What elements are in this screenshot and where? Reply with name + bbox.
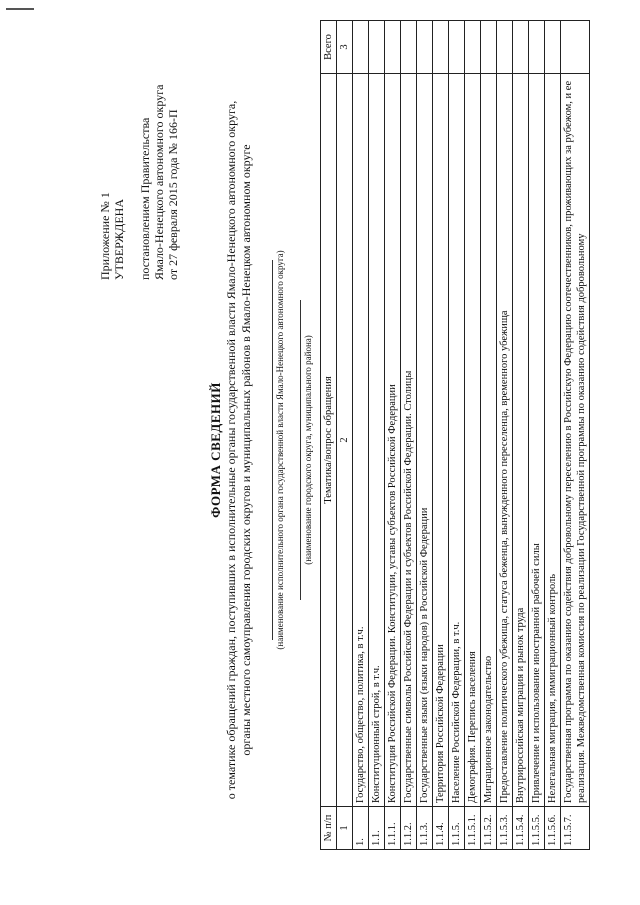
row-topic: Предоставление политического убежища, статуса беженца, вынужденного переселенца, временного убежища [497,74,513,807]
row-total[interactable] [465,21,481,74]
table-row [369,21,385,850]
column-number-2: 2 [337,74,353,807]
table-row [353,21,369,850]
row-total[interactable] [385,21,401,74]
rotated-document [20,20,620,880]
table-row [513,21,529,850]
row-number: 1.1.2. [401,807,417,850]
government-line: Ямало-Ненецкого автономного округа [152,84,166,280]
table-header-row [321,21,337,850]
appendix-label: Приложение № 1 [98,192,112,280]
form-subtitle [224,30,254,870]
row-topic: Государство, общество, политика, в т.ч. [353,74,369,807]
table-row [465,21,481,850]
row-total[interactable] [401,21,417,74]
row-number: 1.1.5.1. [465,807,481,850]
fill-line-authority [272,260,273,640]
table-row [449,21,465,850]
table-row [417,21,433,850]
table-row [481,21,497,850]
row-total[interactable] [497,21,513,74]
form-title: ФОРМА СВЕДЕНИЙ [208,382,223,518]
subtitle-line-1: о тематике обращений граждан, поступивших в исполнительные органы государственной власти Ямало-Ненецкого автономного округа, [224,100,238,800]
row-number: 1.1.5.2. [481,807,497,850]
row-number: 1.1.5.6. [545,807,561,850]
table-row [561,21,590,850]
row-topic: Демография. Перепись населения [465,74,481,807]
row-number: 1.1.1. [385,807,401,850]
row-total[interactable] [353,21,369,74]
header-number: № п/п [321,807,337,850]
decree-date: от 27 февраля 2015 года № 166-П [166,109,180,280]
row-topic: Население Российской Федерации, в т.ч. [449,74,465,807]
row-topic: Государственные языки (языки народов) в Российской Федерации [417,74,433,807]
row-topic: Территория Российской Федерации [433,74,449,807]
approved-label: УТВЕРЖДЕНА [112,198,126,280]
caption-district: (наименование городского округа, муниципального района) [303,335,313,565]
row-number: 1.1. [369,807,385,850]
row-total[interactable] [433,21,449,74]
header-topic: Тематика/вопрос обращения [321,74,337,807]
row-topic: Миграционное законодательство [481,74,497,807]
row-topic: Конституция Российской Федерации. Конституции, уставы субъектов Российской Федерации [385,74,401,807]
row-topic: Государственная программа по оказанию содействия добровольному переселению в Российскую Федерацию соотечественников, проживающих за рубежом, и ее реализация. Межведомственная комиссия по реализации Государственной программы по оказанию содействия добровольному [561,74,590,807]
row-topic: Внутрироссийская миграция и рынок труда [513,74,529,807]
column-number-3: 3 [337,21,353,74]
row-topic: Нелегальная миграция, иммиграционный контроль [545,74,561,807]
row-number: 1.1.5.4. [513,807,529,850]
subtitle-line-2: органы местного самоуправления городских округов и муниципальных районов в Ямало-Ненецком автономном округе [239,144,253,756]
table-row [433,21,449,850]
approval-stamp [98,30,180,280]
table-body [353,21,590,850]
table-row [529,21,545,850]
row-total[interactable] [561,21,590,74]
row-number: 1.1.5.7. [561,807,590,850]
table-row [545,21,561,850]
row-total[interactable] [481,21,497,74]
row-topic: Государственные символы Российской Федерации и субъектов Российской Федерации. Столицы [401,74,417,807]
table-row [497,21,513,850]
topics-table [320,20,590,850]
row-number: 1.1.3. [417,807,433,850]
row-number: 1.1.5. [449,807,465,850]
decree-line: постановлением Правительства [138,117,152,280]
row-number: 1.1.5.3. [497,807,513,850]
row-total[interactable] [529,21,545,74]
table-column-numbers [337,21,353,850]
row-number: 1.1.4. [433,807,449,850]
row-topic: Привлечение и использование иностранной рабочей силы [529,74,545,807]
row-total[interactable] [513,21,529,74]
row-number: 1. [353,807,369,850]
row-total[interactable] [369,21,385,74]
scan-mark [6,8,34,10]
row-number: 1.1.5.5. [529,807,545,850]
table-row [385,21,401,850]
caption-authority: (наименование исполнительного органа государственной власти Ямало-Ненецкого автономного округа) [275,250,285,650]
fill-line-district [300,300,301,600]
column-number-1: 1 [337,807,353,850]
row-total[interactable] [449,21,465,74]
table-row [401,21,417,850]
row-topic: Конституционный строй, в т.ч. [369,74,385,807]
row-total[interactable] [417,21,433,74]
header-total: Всего [321,21,337,74]
row-total[interactable] [545,21,561,74]
